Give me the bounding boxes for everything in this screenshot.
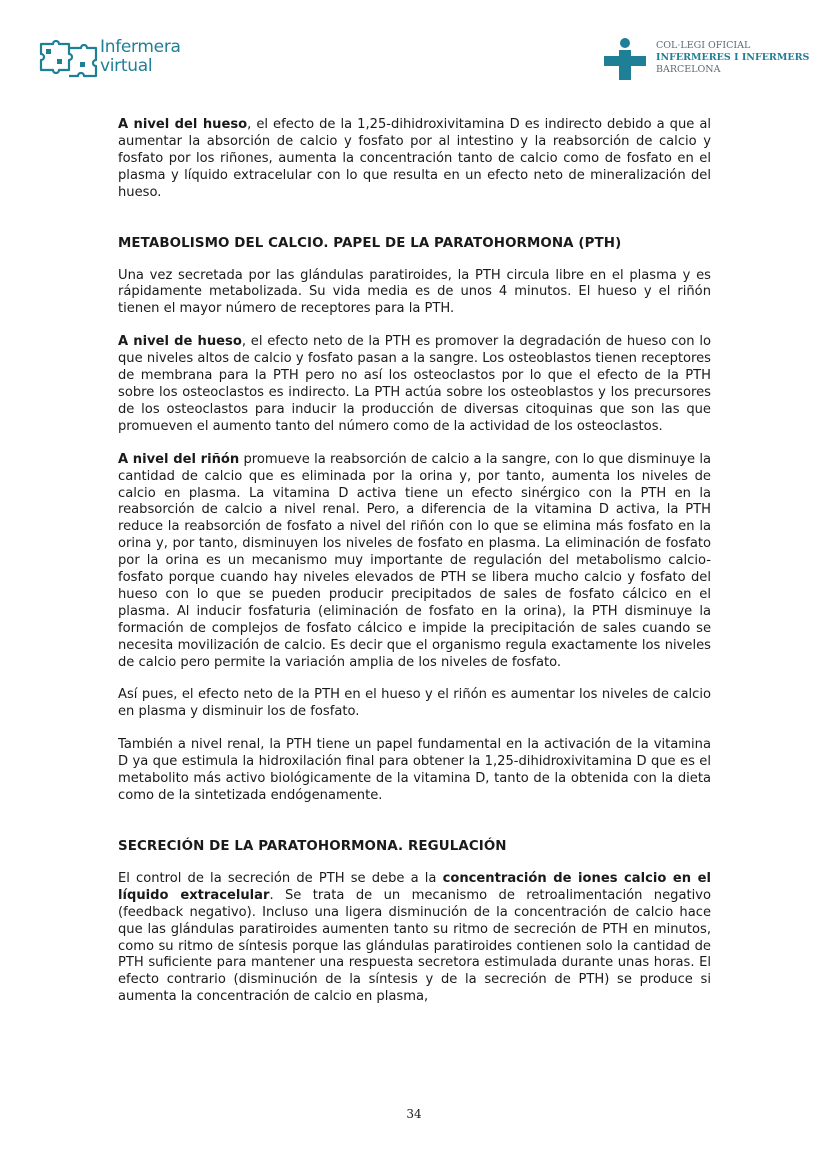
college-line-2: INFERMERES I INFERMERS [656, 52, 810, 63]
paragraph-bone-vitamin-d [118, 117, 711, 202]
college-line-3: BARCELONA [656, 64, 721, 75]
logo-line-1: Infermera [100, 37, 181, 57]
paragraph-secretion-control [118, 871, 711, 1006]
page-number: 34 [406, 1107, 422, 1121]
paragraph-renal-vitamin-d: También a nivel renal, la PTH tiene un papel fundamental en la activación de la vitamina D ya que estimula la hidroxilación final para obtener la 1,25-dihidroxivitamina D que es el metabolito más activo biológicamente de la vitamina D, tanto de la obtenida con la dieta como de la sintetizada endógenamente. [118, 737, 711, 803]
cross-icon [602, 38, 648, 82]
paragraph-text: . Se trata de un mecanismo de retroalimentación negativo (feedback negativo). Incluso una ligera disminución de la concentración de calcio hace que las glándulas paratiroides aumenten tanto su ritmo de secreción de PTH en minutos, como su ritmo de síntesis porque las glándulas paratiroides contienen solo la cantidad de PTH suficiente para mantener una respuesta secretora estimulada durante unas horas. El efecto contrario (disminución de la síntesis y de la secreción de PTH) se produce si aumenta la concentración de calcio en plasma, [118, 887, 711, 1005]
paragraph-kidney-pth [118, 452, 711, 672]
section-heading-metabolism: METABOLISMO DEL CALCIO. PAPEL DE LA PARATOHORMONA (PTH) [118, 235, 622, 251]
paragraph-text: , el efecto de la 1,25-dihidroxivitamina D es indirecto debido a que al aumentar la absorción de calcio y fosfato por al intestino y la reabsorción de calcio y fosfato por los riñones, aumenta la concentración tanto de calcio como de fosfato en el plasma y líquido extracelular con lo que resulta en un efecto neto de mineralización del hueso. [118, 117, 712, 200]
paragraph-text: , el efecto neto de la PTH es promover la degradación de hueso con lo que niveles altos de calcio y fosfato pasan a la sangre. Los osteoblastos tienen receptores de membrana para la PTH pero no así los osteoclastos por lo que el efecto de la PTH sobre los osteoclastos es indirecto. La PTH actúa sobre los osteoblastos y los precursores de los osteoclastos para inducir la producción de diversas citoquinas que son las que promueven el aumento tanto del número como de la actividad de los osteoclastos. [118, 334, 712, 434]
puzzle-icon [38, 40, 98, 80]
lead-bone: A nivel del hueso [118, 117, 248, 132]
lead-kidney: A nivel del riñón [118, 451, 240, 467]
bold-calcium-concentration: concentración de iones calcio en el líquido extracelular [118, 870, 711, 903]
document-body [118, 117, 711, 1006]
paragraph-pth-secretion: Una vez secretada por las glándulas paratiroides, la PTH circula libre en el plasma y es rápidamente metabolizada. Su vida media es de unos 4 minutos. El hueso y el riñón tienen el mayor número de receptores para la PTH. [118, 267, 711, 317]
paragraph-net-effect: Así pues, el efecto neto de la PTH en el hueso y el riñón es aumentar los niveles de calcio en plasma y disminuir los de fosfato. [118, 687, 711, 720]
paragraph-text: El control de la secreción de PTH se debe a la [118, 870, 443, 886]
paragraph-bone-pth [118, 334, 711, 435]
paragraph-text: promueve la reabsorción de calcio a la sangre, con lo que disminuye la cantidad de calcio que es eliminada por la orina y, por tanto, aumenta los niveles de calcio en plasma. La vitamina D activa tiene un efecto sinérgico con la PTH en la reabsorción de calcio a nivel renal. Pero, a diferencia de la vitamina D activa, la PTH reduce la reabsorción de fosfato a nivel del riñón con lo que se elimina más fosfato en la orina y, por tanto, disminuyen los niveles de fosfato en plasma. La eliminación de fosfato por la orina es un mecanismo muy importante de regulación del metabolismo calcio-fosfato porque cuando hay niveles elevados de PTH se libera mucho calcio y fosfato del hueso con lo que se pueden producir precipitados de sales de fosfato cálcico en el plasma. Al inducir fosfaturia (eliminación de fosfato en la orina), la PTH disminuye la formación de complejos de fosfato cálcico e impide la precipitación de sales cuando se necesita movilización de calcio. Es decir que el organismo regula exactamente los niveles de calcio pero permite la variación amplia de los niveles de fosfato. [118, 451, 711, 670]
college-logo [602, 38, 810, 82]
lead-bone-pth: A nivel de hueso [118, 334, 242, 350]
section-heading-secretion: SECRECIÓN DE LA PARATOHORMONA. REGULACIÓN [118, 838, 507, 854]
college-line-1: COL·LEGI OFICIAL [656, 40, 751, 51]
logo-line-2: virtual [100, 56, 153, 76]
infermera-virtual-logo [38, 38, 188, 82]
